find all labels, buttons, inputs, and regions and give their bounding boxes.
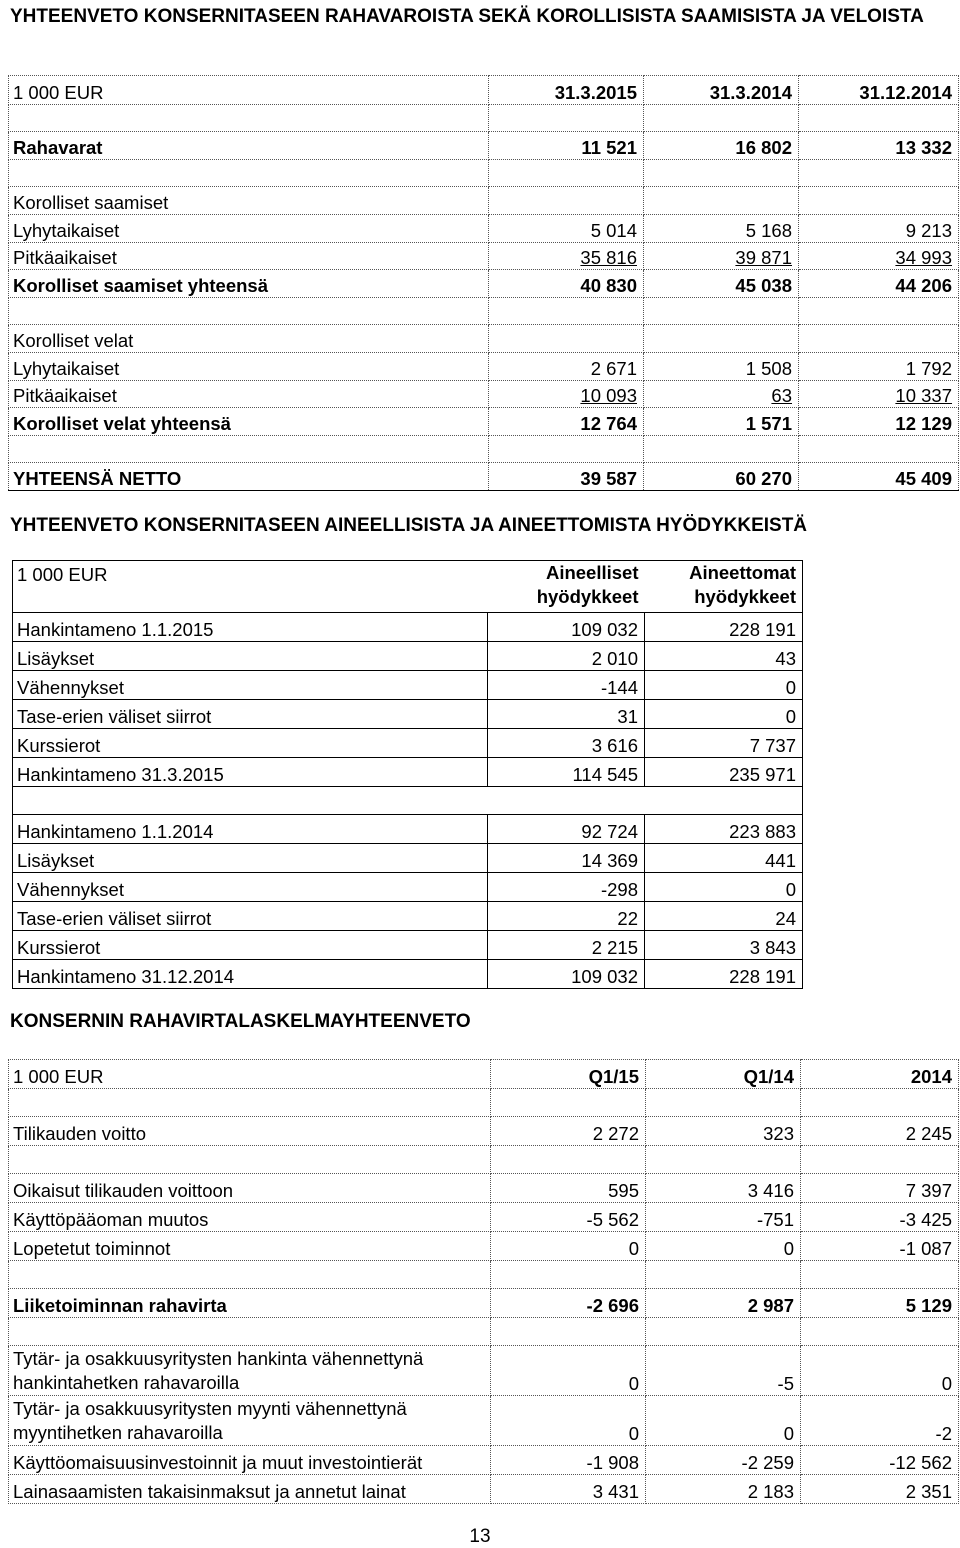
table-row bbox=[9, 325, 959, 353]
table-row bbox=[13, 960, 803, 989]
table-row bbox=[13, 931, 803, 960]
cell-value-text: 34 993 bbox=[895, 247, 952, 268]
table-row bbox=[9, 1146, 959, 1174]
cell-value bbox=[491, 1089, 646, 1117]
cell-value: -2 696 bbox=[491, 1289, 646, 1318]
cell-value: -3 425 bbox=[801, 1203, 959, 1232]
cell-value: 3 843 bbox=[749, 937, 796, 958]
cell-value bbox=[801, 1146, 959, 1174]
table-row bbox=[13, 642, 803, 671]
cell-value: 39 587 bbox=[489, 463, 644, 491]
cell-value: 3 431 bbox=[491, 1475, 646, 1504]
header-col-2: 31.3.2014 bbox=[644, 76, 799, 105]
table-row bbox=[13, 729, 803, 758]
cell-value: 2 010 bbox=[488, 642, 645, 671]
cell-value-text: 39 871 bbox=[735, 247, 792, 268]
header-unit: 1 000 EUR bbox=[9, 1060, 491, 1089]
table-row bbox=[9, 215, 959, 243]
cell-value: 60 270 bbox=[644, 463, 799, 491]
table-row bbox=[9, 243, 959, 270]
header-col-1-line1: Aineelliset bbox=[545, 562, 639, 583]
row-label: Lopetetut toiminnot bbox=[9, 1232, 491, 1261]
table-row bbox=[13, 758, 803, 787]
table-row bbox=[9, 1396, 959, 1446]
cell-value bbox=[646, 1089, 801, 1117]
row-label: Pitkäaikaiset bbox=[9, 381, 489, 408]
table-row bbox=[9, 408, 959, 436]
table-row bbox=[9, 1475, 959, 1504]
cell-value: 14 369 bbox=[488, 844, 645, 873]
cell-value bbox=[646, 1261, 801, 1289]
cell-value: 223 883 bbox=[729, 821, 796, 842]
row-label: Hankintameno 31.3.2015 bbox=[13, 758, 488, 787]
cell-value: 2 351 bbox=[801, 1475, 959, 1504]
cell-value: 12 129 bbox=[799, 408, 959, 436]
cell-value: 31 bbox=[488, 700, 645, 729]
row-label: Tytär- ja osakkuusyritysten hankinta vähennettynä hankintahetken rahavaroilla bbox=[9, 1346, 491, 1396]
cell-value: 45 038 bbox=[644, 270, 799, 298]
cell-value bbox=[491, 1261, 646, 1289]
table-row bbox=[9, 1174, 959, 1203]
cell-value: 2 987 bbox=[646, 1289, 801, 1318]
header-col-1-line2: hyödykkeet bbox=[536, 586, 639, 607]
row-label: Korolliset saamiset bbox=[9, 187, 489, 215]
row-label: Lyhytaikaiset bbox=[9, 215, 489, 243]
cell-value: 16 802 bbox=[644, 132, 799, 160]
cell-value: 114 545 bbox=[488, 758, 645, 787]
cell-value: 12 764 bbox=[489, 408, 644, 436]
row-label: Korolliset saamiset yhteensä bbox=[9, 270, 489, 298]
cell-value: 1 571 bbox=[644, 408, 799, 436]
cell-value: 1 508 bbox=[644, 353, 799, 381]
cell-value: 441 bbox=[765, 850, 796, 871]
table-row bbox=[9, 1232, 959, 1261]
row-label: Lisäykset bbox=[13, 642, 488, 671]
row-label: Tase-erien väliset siirrot bbox=[13, 700, 488, 729]
cell-value: 595 bbox=[491, 1174, 646, 1203]
row-label: Tytär- ja osakkuusyritysten myynti vähennettynä myyntihetken rahavaroilla bbox=[9, 1396, 491, 1446]
cell-value: 3 616 bbox=[488, 729, 645, 758]
table-row bbox=[13, 613, 803, 642]
cell-value-text: 35 816 bbox=[580, 247, 637, 268]
row-label bbox=[9, 1261, 491, 1289]
table-row bbox=[9, 132, 959, 160]
row-label: YHTEENSÄ NETTO bbox=[9, 463, 489, 491]
cell-value: 235 971 bbox=[729, 764, 796, 785]
table-row bbox=[9, 1117, 959, 1146]
row-label bbox=[9, 1089, 491, 1117]
table-row bbox=[9, 463, 959, 491]
row-label: Vähennykset bbox=[13, 671, 488, 700]
cell-value: 13 332 bbox=[799, 132, 959, 160]
page-number: 13 bbox=[469, 1526, 491, 1547]
row-label: Pitkäaikaiset bbox=[9, 243, 489, 270]
cell-value bbox=[801, 1318, 959, 1346]
row-label: Korolliset velat yhteensä bbox=[9, 408, 489, 436]
table-row bbox=[13, 873, 803, 902]
cell-value: 0 bbox=[785, 879, 796, 900]
row-label: Tase-erien väliset siirrot bbox=[13, 902, 488, 931]
cell-value bbox=[646, 1146, 801, 1174]
cell-value: 44 206 bbox=[799, 270, 959, 298]
cell-value: 2 671 bbox=[489, 353, 644, 381]
cell-value bbox=[801, 1261, 959, 1289]
table-row bbox=[13, 902, 803, 931]
table-row bbox=[9, 187, 959, 215]
cell-value: 24 bbox=[775, 908, 796, 929]
cell-value: 43 bbox=[775, 648, 796, 669]
table-row bbox=[9, 1089, 959, 1117]
header-col-2: Q1/14 bbox=[646, 1060, 801, 1089]
header-col-3: 2014 bbox=[801, 1060, 959, 1089]
cell-value: 0 bbox=[491, 1396, 646, 1446]
row-label: Lainasaamisten takaisinmaksut ja annetut lainat bbox=[9, 1475, 491, 1504]
cell-value: 3 416 bbox=[646, 1174, 801, 1203]
cell-value: 5 168 bbox=[644, 215, 799, 243]
table-row bbox=[9, 160, 959, 187]
header-col-1 bbox=[488, 561, 645, 613]
cell-value: -2 bbox=[801, 1396, 959, 1446]
cell-value: 92 724 bbox=[488, 815, 645, 844]
cell-value bbox=[644, 381, 799, 408]
cell-value bbox=[489, 243, 644, 270]
row-label: Hankintameno 31.12.2014 bbox=[13, 960, 488, 989]
header-col-3: 31.12.2014 bbox=[799, 76, 959, 105]
row-label: Kurssierot bbox=[13, 729, 488, 758]
cell-value bbox=[799, 243, 959, 270]
header-col-1: 31.3.2015 bbox=[489, 76, 644, 105]
cell-value-text: 63 bbox=[771, 385, 792, 406]
cell-value: -1 908 bbox=[491, 1446, 646, 1475]
table-header-row bbox=[13, 561, 803, 613]
cell-value bbox=[645, 787, 803, 815]
row-label: Tilikauden voitto bbox=[9, 1117, 491, 1146]
cell-value: 9 213 bbox=[799, 215, 959, 243]
table-row bbox=[13, 700, 803, 729]
cell-value: 0 bbox=[785, 677, 796, 698]
cell-value: -298 bbox=[488, 873, 645, 902]
cell-value: 2 245 bbox=[801, 1117, 959, 1146]
row-label: Lyhytaikaiset bbox=[9, 353, 489, 381]
table-row bbox=[13, 671, 803, 700]
cell-value: -1 087 bbox=[801, 1232, 959, 1261]
row-label: Rahavarat bbox=[9, 132, 489, 160]
cell-value: 109 032 bbox=[488, 960, 645, 989]
cell-value: 2 183 bbox=[646, 1475, 801, 1504]
table-row bbox=[9, 1318, 959, 1346]
section1-title: YHTEENVETO KONSERNITASEEN RAHAVAROISTA SEKÄ KOROLLISISTA SAAMISISTA JA VELOISTA bbox=[10, 6, 924, 27]
table-row bbox=[13, 787, 803, 815]
cell-value bbox=[491, 1146, 646, 1174]
cash-and-debt-table bbox=[8, 75, 959, 491]
table-header-row bbox=[9, 1060, 959, 1089]
cell-value: 40 830 bbox=[489, 270, 644, 298]
row-label: Käyttöomaisuusinvestoinnit ja muut investointierät bbox=[9, 1446, 491, 1475]
table-row bbox=[13, 815, 803, 844]
cell-value bbox=[644, 243, 799, 270]
cell-value: 2 272 bbox=[491, 1117, 646, 1146]
row-label: Oikaisut tilikauden voittoon bbox=[9, 1174, 491, 1203]
cell-value: -144 bbox=[488, 671, 645, 700]
row-label bbox=[9, 1146, 491, 1174]
cell-value: 0 bbox=[801, 1346, 959, 1396]
cell-value: 228 191 bbox=[729, 619, 796, 640]
header-unit: 1 000 EUR bbox=[9, 76, 489, 105]
row-label: Lisäykset bbox=[13, 844, 488, 873]
cell-value: -751 bbox=[646, 1203, 801, 1232]
cell-value: 45 409 bbox=[799, 463, 959, 491]
table-row bbox=[9, 1203, 959, 1232]
cell-value: -2 259 bbox=[646, 1446, 801, 1475]
table-row bbox=[9, 298, 959, 325]
assets-table bbox=[12, 560, 803, 989]
table-row bbox=[9, 381, 959, 408]
header-col-2 bbox=[645, 561, 803, 613]
table-row bbox=[9, 270, 959, 298]
cell-value: 0 bbox=[646, 1396, 801, 1446]
row-label: Hankintameno 1.1.2015 bbox=[13, 613, 488, 642]
cell-value: 0 bbox=[646, 1232, 801, 1261]
cell-value bbox=[646, 1318, 801, 1346]
cell-value bbox=[799, 381, 959, 408]
table-row bbox=[9, 1289, 959, 1318]
cell-value bbox=[489, 381, 644, 408]
cell-value-text: 10 093 bbox=[580, 385, 637, 406]
cell-value: 323 bbox=[646, 1117, 801, 1146]
row-label: Vähennykset bbox=[13, 873, 488, 902]
table-row bbox=[13, 844, 803, 873]
cell-value: 0 bbox=[785, 706, 796, 727]
table-row bbox=[9, 436, 959, 463]
cell-value: -12 562 bbox=[801, 1446, 959, 1475]
header-col-2-line2: hyödykkeet bbox=[694, 586, 796, 607]
table-row bbox=[9, 1261, 959, 1289]
cell-value: 7 737 bbox=[749, 735, 796, 756]
cell-value: 5 129 bbox=[801, 1289, 959, 1318]
row-label: Kurssierot bbox=[13, 931, 488, 960]
header-unit: 1 000 EUR bbox=[17, 564, 108, 585]
section2-title: YHTEENVETO KONSERNITASEEN AINEELLISISTA JA AINEETTOMISTA HYÖDYKKEISTÄ bbox=[10, 515, 808, 536]
table-header-row bbox=[9, 76, 959, 105]
cell-value: 22 bbox=[488, 902, 645, 931]
header-col-2-line1: Aineettomat bbox=[689, 562, 796, 583]
cell-value: 228 191 bbox=[729, 966, 796, 987]
cell-value: 11 521 bbox=[489, 132, 644, 160]
row-label: Korolliset velat bbox=[9, 325, 489, 353]
cell-value: 0 bbox=[491, 1346, 646, 1396]
cell-value: 5 014 bbox=[489, 215, 644, 243]
cell-value: -5 bbox=[646, 1346, 801, 1396]
section3-title: KONSERNIN RAHAVIRTALASKELMAYHTEENVETO bbox=[10, 1011, 471, 1032]
cell-value: -5 562 bbox=[491, 1203, 646, 1232]
cell-value-text: 10 337 bbox=[895, 385, 952, 406]
row-label: Liiketoiminnan rahavirta bbox=[9, 1289, 491, 1318]
table-row bbox=[9, 105, 959, 132]
row-label bbox=[9, 1318, 491, 1346]
cell-value: 2 215 bbox=[488, 931, 645, 960]
row-label: Hankintameno 1.1.2014 bbox=[13, 815, 488, 844]
cell-value: 109 032 bbox=[488, 613, 645, 642]
cell-value: 0 bbox=[491, 1232, 646, 1261]
table-row bbox=[9, 1346, 959, 1396]
table-row bbox=[9, 353, 959, 381]
cell-value bbox=[801, 1089, 959, 1117]
row-label bbox=[13, 787, 488, 815]
cell-value bbox=[488, 787, 645, 815]
table-row bbox=[9, 1446, 959, 1475]
cell-value: 7 397 bbox=[801, 1174, 959, 1203]
header-col-1: Q1/15 bbox=[491, 1060, 646, 1089]
row-label: Käyttöpääoman muutos bbox=[9, 1203, 491, 1232]
cashflow-table bbox=[8, 1059, 959, 1504]
cell-value bbox=[491, 1318, 646, 1346]
cell-value: 1 792 bbox=[799, 353, 959, 381]
